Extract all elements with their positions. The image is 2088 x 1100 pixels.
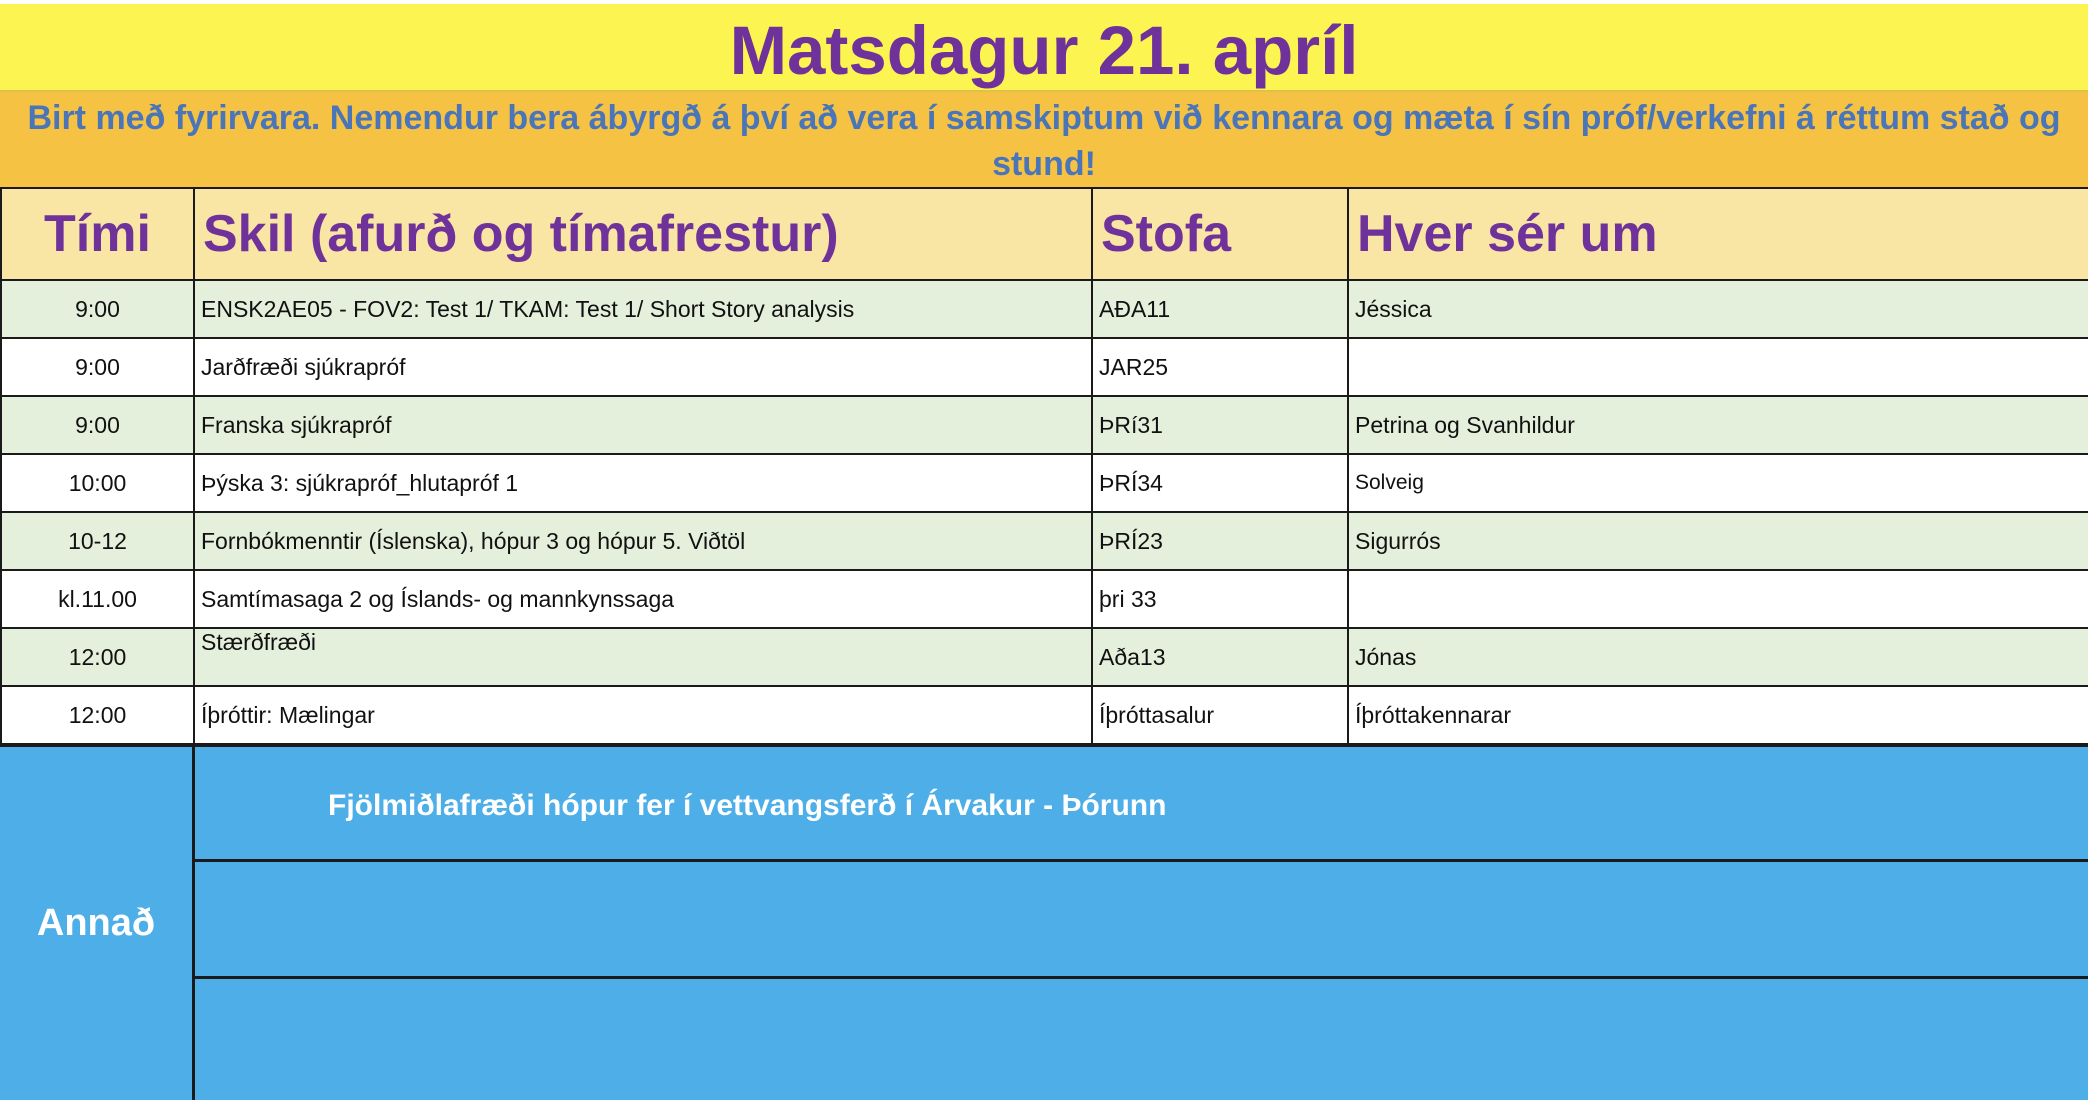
cell-task[interactable]: Þýska 3: sjúkrapróf_hlutapróf 1 — [194, 454, 1092, 512]
cell-task[interactable]: Fornbókmenntir (Íslenska), hópur 3 og hópur 5. Viðtöl — [194, 512, 1092, 570]
table-row — [1, 628, 2088, 686]
header-responsible: Hver sér um — [1348, 188, 2088, 280]
other-section — [0, 745, 2088, 1100]
cell-responsible[interactable]: Jónas — [1348, 628, 2088, 686]
cell-task[interactable]: Íþróttir: Mælingar — [194, 686, 1092, 744]
cell-room[interactable]: þri 33 — [1092, 570, 1348, 628]
table-row — [1, 280, 2088, 338]
cell-time[interactable]: 9:00 — [1, 396, 194, 454]
cell-responsible[interactable] — [1348, 570, 2088, 628]
cell-responsible[interactable]: Jéssica — [1348, 280, 2088, 338]
table-row — [1, 454, 2088, 512]
page-title: Matsdagur 21. apríl — [0, 4, 2088, 92]
header-task: Skil (afurð og tímafrestur) — [194, 188, 1092, 280]
cell-responsible[interactable]: Sigurrós — [1348, 512, 2088, 570]
cell-time[interactable]: kl.11.00 — [1, 570, 194, 628]
cell-responsible[interactable] — [1348, 338, 2088, 396]
table-row — [1, 396, 2088, 454]
cell-responsible[interactable]: Íþróttakennarar — [1348, 686, 2088, 744]
cell-room[interactable]: AÐA11 — [1092, 280, 1348, 338]
other-row[interactable] — [195, 747, 2088, 862]
header-room: Stofa — [1092, 188, 1348, 280]
cell-responsible[interactable]: Solveig — [1348, 454, 2088, 512]
other-row[interactable] — [195, 862, 2088, 979]
other-row[interactable] — [195, 979, 2088, 1100]
cell-room[interactable]: JAR25 — [1092, 338, 1348, 396]
cell-room[interactable]: ÞRÍ34 — [1092, 454, 1348, 512]
cell-room[interactable]: ÞRí31 — [1092, 396, 1348, 454]
cell-time[interactable]: 10:00 — [1, 454, 194, 512]
header-row — [1, 188, 2088, 280]
table-row — [1, 686, 2088, 744]
table-row — [1, 512, 2088, 570]
cell-responsible[interactable]: Petrina og Svanhildur — [1348, 396, 2088, 454]
cell-room[interactable]: Aða13 — [1092, 628, 1348, 686]
cell-task[interactable]: Franska sjúkrapróf — [194, 396, 1092, 454]
cell-time[interactable]: 12:00 — [1, 686, 194, 744]
cell-task[interactable]: ENSK2AE05 - FOV2: Test 1/ TKAM: Test 1/ Short Story analysis — [194, 280, 1092, 338]
table-row — [1, 570, 2088, 628]
cell-task[interactable]: Jarðfræði sjúkrapróf — [194, 338, 1092, 396]
cell-time[interactable]: 12:00 — [1, 628, 194, 686]
cell-task[interactable]: Samtímasaga 2 og Íslands- og mannkynssaga — [194, 570, 1092, 628]
table-row — [1, 338, 2088, 396]
header-time: Tími — [1, 188, 194, 280]
notice-banner: Birt með fyrirvara. Nemendur bera ábyrgð á því að vera í samskiptum við kennara og mæta í sín próf/verkefni á réttum stað og stund! — [0, 92, 2088, 187]
cell-time[interactable]: 9:00 — [1, 280, 194, 338]
other-label: Annað — [0, 747, 195, 1100]
schedule-table — [0, 187, 2088, 745]
cell-time[interactable]: 9:00 — [1, 338, 194, 396]
cell-room[interactable]: ÞRÍ23 — [1092, 512, 1348, 570]
other-item-text: Fjölmiðlafræði hópur fer í vettvangsferð í Árvakur - Þórunn — [328, 789, 1167, 822]
cell-room[interactable]: Íþróttasalur — [1092, 686, 1348, 744]
cell-time[interactable]: 10-12 — [1, 512, 194, 570]
cell-task[interactable]: Stærðfræði — [194, 628, 1092, 686]
